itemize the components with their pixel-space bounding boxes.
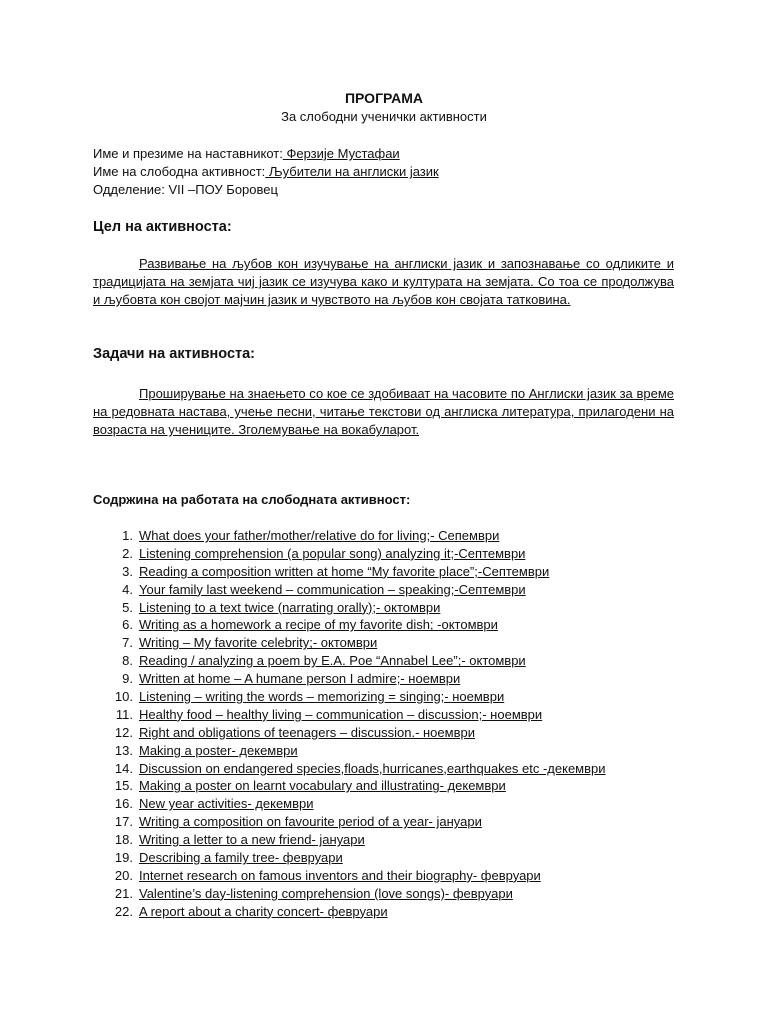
list-item-number: 15. xyxy=(114,778,133,794)
list-item-number: 14. xyxy=(114,760,133,776)
activity-list xyxy=(105,527,606,921)
list-item-number: 20. xyxy=(114,867,133,883)
list-item-text: Making a poster- декември xyxy=(139,742,298,758)
list-item xyxy=(105,634,606,652)
teacher-name-value: Ферзије Мустафаи xyxy=(282,146,400,161)
list-item-number: 4. xyxy=(122,581,133,597)
list-item-number: 21. xyxy=(114,885,133,901)
list-item-number: 6. xyxy=(122,617,133,633)
list-item-text: New year activities- декември xyxy=(139,796,314,812)
document-subtitle: За слободни ученички активности xyxy=(281,109,487,124)
list-item xyxy=(105,813,606,831)
list-item-number: 1. xyxy=(122,528,133,543)
list-item-text: Listening – writing the words – memorizing = singing;- ноември xyxy=(139,689,505,705)
list-item-text: Your family last weekend – communication – speaking;-Септември xyxy=(139,581,526,597)
list-item-number: 17. xyxy=(114,814,133,830)
list-item-text: Listening to a text twice (narrating orally);- октомври xyxy=(139,599,441,615)
list-item-number: 12. xyxy=(114,724,133,740)
list-item-number: 13. xyxy=(114,742,133,758)
goal-heading: Цел на активноста: xyxy=(93,219,232,235)
list-item xyxy=(105,706,606,724)
list-item-text: Describing a family tree- февруари xyxy=(139,850,343,866)
list-item xyxy=(105,545,606,563)
list-item-text: Writing a letter to a new friend- јануари xyxy=(139,832,365,848)
list-item-text: Discussion on endangered species,floads,hurricanes,earthquakes etc -декември xyxy=(139,760,606,776)
list-item-text: Healthy food – healthy living – communication – discussion;- ноември xyxy=(139,706,543,722)
list-item xyxy=(105,795,606,813)
list-item-number: 5. xyxy=(122,599,133,615)
list-item-text: Making a poster on learnt vocabulary and illustrating- декември xyxy=(139,778,506,794)
teacher-name-line xyxy=(93,145,400,163)
list-item-number: 3. xyxy=(122,563,133,579)
list-item-text: Reading a composition written at home “My favorite place”;-Септември xyxy=(139,563,550,579)
class-label: Одделение: VII –ПОУ Боровец xyxy=(93,182,278,197)
list-item-number: 11. xyxy=(115,706,133,722)
list-item-text: Internet research on famous inventors and their biography- февруари xyxy=(139,867,541,883)
list-item-text: Reading / analyzing a poem by E.A. Poe “Annabel Lee”;- октомври xyxy=(139,653,526,669)
list-item xyxy=(105,527,606,545)
document-title: ПРОГРАМА xyxy=(344,90,424,106)
list-item xyxy=(105,724,606,742)
list-item xyxy=(105,742,606,760)
list-item-number: 18. xyxy=(114,832,133,848)
list-item-text: A report about a charity concert- февруари xyxy=(139,903,388,919)
list-item xyxy=(105,885,606,903)
list-item xyxy=(105,777,606,795)
list-item xyxy=(105,581,606,599)
list-item xyxy=(105,599,606,617)
list-item-text: Listening comprehension (a popular song) analyzing it;-Септември xyxy=(139,545,526,561)
list-item-number: 8. xyxy=(122,653,133,669)
activity-name-label: Име на слободна активност: xyxy=(93,164,266,179)
list-item-text: Right and obligations of teenagers – discussion.- ноември xyxy=(139,724,475,740)
list-item-number: 7. xyxy=(122,635,133,651)
class-line xyxy=(93,181,278,199)
tasks-paragraph: Проширување на знаењето со кое се здобиваат на часовите по Англиски јазик за време на редовната настава, учење песни, читање текстови од англиска литература, прилагодени на возраста на учениците. Зголемување на вокабуларот. xyxy=(93,386,674,437)
tasks-heading: Задачи на активноста: xyxy=(93,346,255,362)
list-item xyxy=(105,616,606,634)
list-item-text: What does your father/mother/relative do for living;- Сепември xyxy=(139,528,500,543)
list-item xyxy=(105,867,606,885)
activity-name-line xyxy=(93,163,439,181)
list-item-number: 16. xyxy=(114,796,133,812)
activity-name-value: Љубители на англиски јазик xyxy=(265,164,439,179)
list-item-text: Written at home – A humane person I admire;- ноември xyxy=(139,671,461,687)
list-item-number: 2. xyxy=(122,545,133,561)
list-item xyxy=(105,670,606,688)
list-item-text: Writing – My favorite celebrity;- октомври xyxy=(139,635,378,651)
teacher-name-label: Име и презиме на наставникот: xyxy=(93,146,283,161)
list-item xyxy=(105,831,606,849)
list-item-number: 9. xyxy=(122,671,133,687)
list-item-number: 19. xyxy=(114,850,133,866)
goal-paragraph: Развивање на љубов кон изучување на англиски јазик и запознавање со одликите и традицијата на земјата чиј јазик се изучува како и културата на земјата. Со тоа се продолжува и љубовта кон својот мајчин јазик и чувството на љубов кон својата татковина. xyxy=(93,256,674,307)
list-item xyxy=(105,688,606,706)
list-item xyxy=(105,849,606,867)
content-heading: Содржина на работата на слободната активност: xyxy=(93,492,411,507)
list-item xyxy=(105,652,606,670)
list-item-number: 22. xyxy=(114,903,133,919)
list-item xyxy=(105,563,606,581)
list-item-number: 10. xyxy=(114,689,133,705)
list-item-text: Valentine’s day-listening comprehension (love songs)- февруари xyxy=(139,885,513,901)
list-item xyxy=(105,760,606,778)
list-item xyxy=(105,903,606,921)
list-item-text: Writing a composition on favourite period of a year- јануари xyxy=(139,814,482,830)
list-item-text: Writing as a homework a recipe of my favorite dish; -октомври xyxy=(139,617,498,633)
